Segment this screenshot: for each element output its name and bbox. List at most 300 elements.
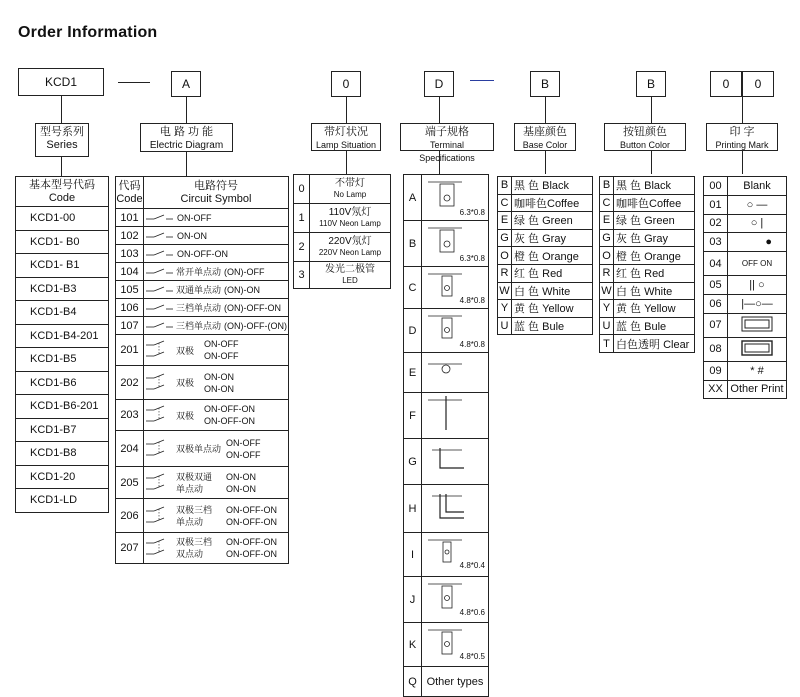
print-code: 08 <box>704 337 728 361</box>
terminal-code: E <box>404 353 422 393</box>
series-item: KCD1-B6 <box>16 371 109 395</box>
double-switch-symbol-icon <box>144 338 174 362</box>
button-color-row <box>614 212 695 230</box>
diagram-row <box>144 431 289 467</box>
terminal-dim: 4.8*0.8 <box>459 296 485 305</box>
diagram-code: 103 <box>116 245 144 263</box>
terminal-dim: 4.8*0.4 <box>459 561 485 570</box>
diagram-cn2: 双点动 <box>176 549 204 559</box>
diagram-code: 101 <box>116 209 144 227</box>
button-color-en: Clear <box>663 338 690 351</box>
code-box-print-1: 0 <box>710 71 742 97</box>
terminal-code: K <box>404 623 422 667</box>
button-color-row <box>614 194 695 212</box>
diagram-code: 203 <box>116 400 144 431</box>
diagram-row <box>144 366 289 400</box>
lamp-row <box>310 262 391 289</box>
lamp-row <box>310 204 391 233</box>
lamp-code: 2 <box>294 233 310 262</box>
double-switch-symbol-icon <box>144 471 174 495</box>
print-mark: * # <box>728 361 787 380</box>
series-col-header <box>16 177 109 207</box>
base-color-header-cn: 基座颜色 <box>523 126 567 138</box>
base-color-cn: 蓝 色 <box>514 321 540 334</box>
diagram-code: 205 <box>116 467 144 499</box>
terminal-code: I <box>404 533 422 577</box>
button-color-row <box>614 264 695 282</box>
double-switch-symbol-icon <box>144 403 174 427</box>
button-color-header-cn: 按钮颜色 <box>623 126 667 138</box>
base-color-row <box>512 317 593 335</box>
terminal-code: G <box>404 439 422 485</box>
button-color-cn: 白色透明 <box>616 338 660 351</box>
button-color-row <box>614 177 695 195</box>
base-color-code: U <box>498 317 512 335</box>
lamp-table <box>293 174 391 289</box>
terminal-row <box>422 623 489 667</box>
button-color-table <box>599 176 695 353</box>
diagram-row <box>144 227 289 245</box>
base-color-table <box>497 176 593 335</box>
diagram-code: 106 <box>116 299 144 317</box>
rectangle-mark-icon <box>741 340 773 356</box>
base-color-code: W <box>498 282 512 300</box>
button-color-cn: 黄 色 <box>616 303 642 316</box>
terminal-row <box>422 439 489 485</box>
connector-line <box>742 97 743 123</box>
lamp-code: 0 <box>294 175 310 204</box>
connector-line <box>186 97 187 123</box>
base-color-cn: 黑 色 <box>514 180 540 193</box>
button-color-header-en: Button Color <box>619 140 671 150</box>
button-color-row <box>614 317 695 335</box>
model-base-box: KCD1 <box>18 68 104 96</box>
print-code: 07 <box>704 313 728 337</box>
series-table <box>15 176 109 513</box>
base-color-cn: 黄 色 <box>514 303 540 316</box>
terminal-row <box>422 175 489 221</box>
button-color-code: T <box>600 335 614 353</box>
terminal-header <box>400 123 494 163</box>
base-color-header <box>514 123 576 151</box>
diagram-en: ON-ON <box>177 230 207 241</box>
connector-line <box>545 151 546 174</box>
terminal-code: A <box>404 175 422 221</box>
button-color-en: Yellow <box>644 303 676 316</box>
diagram-en: ON-OFF <box>226 437 261 448</box>
double-switch-symbol-icon <box>144 371 174 395</box>
series-header-en: Series <box>46 139 78 151</box>
base-color-row <box>512 212 593 230</box>
terminal-header-cn: 端子规格 <box>425 126 469 138</box>
lamp-row <box>310 233 391 262</box>
connector-dash <box>470 80 494 81</box>
terminal-table <box>403 174 489 697</box>
button-color-row <box>614 229 695 247</box>
terminal-header-en: Terminal Specifications <box>419 140 475 163</box>
print-code: 00 <box>704 177 728 196</box>
base-color-en: Bule <box>542 321 565 334</box>
button-color-code: G <box>600 229 614 247</box>
base-color-cn: 绿 色 <box>514 215 540 228</box>
switch-symbol-icon <box>144 249 174 259</box>
diagram-code: 102 <box>116 227 144 245</box>
base-color-en: Green <box>542 215 573 228</box>
terminal-dim: 6.3*0.8 <box>459 208 485 217</box>
base-color-code: C <box>498 194 512 212</box>
button-color-cn: 蓝 色 <box>616 321 642 334</box>
diagram-row <box>144 400 289 431</box>
button-color-code: O <box>600 247 614 265</box>
diagram-en: (ON)-OFF-(ON) <box>224 320 287 331</box>
series-item: KCD1-00 <box>16 207 109 231</box>
printing-table <box>703 176 787 399</box>
lamp-header-en: Lamp Situation <box>315 140 377 150</box>
connector-line <box>61 157 62 176</box>
lamp-code: 1 <box>294 204 310 233</box>
base-color-code: Y <box>498 300 512 318</box>
base-color-cn: 咖啡色 <box>514 197 547 210</box>
terminal-code: H <box>404 485 422 533</box>
lamp-header <box>311 123 381 151</box>
lamp-header-cn: 带灯状况 <box>324 126 368 138</box>
print-mark: || ○ <box>728 276 787 295</box>
lamp-cn: 不带灯 <box>335 178 365 189</box>
connector-line <box>651 151 652 174</box>
page-title: Order Information <box>18 24 158 41</box>
print-mark: ● <box>728 233 787 252</box>
button-color-code: R <box>600 264 614 282</box>
button-color-code: C <box>600 194 614 212</box>
diagram-cn: 双极 <box>176 378 195 388</box>
button-color-code: E <box>600 212 614 230</box>
button-color-en: Orange <box>644 250 681 263</box>
diagram-code: 207 <box>116 533 144 564</box>
button-color-row <box>614 282 695 300</box>
button-color-en: White <box>644 285 673 298</box>
diagram-cn: 双极 <box>176 345 195 356</box>
diagram-en2: ON-OFF-ON <box>226 549 277 559</box>
double-switch-symbol-icon <box>144 437 174 461</box>
button-color-cn: 灰 色 <box>616 233 642 246</box>
switch-symbol-icon <box>144 213 174 223</box>
base-color-row <box>512 300 593 318</box>
base-color-cn: 橙 色 <box>514 250 540 263</box>
diagram-code-en: Code <box>116 192 143 205</box>
diagram-row <box>144 499 289 533</box>
diagram-row <box>144 245 289 263</box>
button-color-cn: 橙 色 <box>616 250 642 263</box>
diagram-en2: ON-OFF-ON <box>204 416 255 426</box>
terminal-drawing-icon <box>422 486 482 528</box>
button-color-en: Gray <box>644 233 668 246</box>
connector-line <box>346 97 347 123</box>
double-switch-symbol-icon <box>144 504 174 528</box>
series-item: KCD1- B1 <box>16 254 109 278</box>
print-code: 03 <box>704 233 728 252</box>
diagram-cn2: 单点动 <box>176 516 204 527</box>
series-item: KCD1-LD <box>16 489 109 513</box>
terminal-code: D <box>404 309 422 353</box>
print-code: 02 <box>704 214 728 233</box>
terminal-code: B <box>404 221 422 267</box>
diagram-cn: 常开单点动 <box>176 267 222 277</box>
diagram-en: (ON)-OFF-ON <box>224 302 281 313</box>
series-item: KCD1-B4-201 <box>16 324 109 348</box>
button-color-cn: 黑 色 <box>616 180 642 193</box>
diagram-header <box>140 123 233 152</box>
diagram-en: ON-OFF-ON <box>226 504 277 515</box>
terminal-code: F <box>404 393 422 439</box>
button-color-en: Red <box>644 268 665 281</box>
base-color-cn: 灰 色 <box>514 233 540 246</box>
button-color-en: Green <box>644 215 675 228</box>
terminal-drawing-icon <box>422 356 482 386</box>
diagram-sym-en: Circuit Symbol <box>180 192 252 205</box>
base-color-en: Yellow <box>542 303 574 316</box>
base-color-code: O <box>498 247 512 265</box>
base-color-row <box>512 282 593 300</box>
double-switch-symbol-icon <box>144 536 174 560</box>
diagram-cn2: 单点动 <box>176 483 204 494</box>
lamp-en: 220V Neon Lamp <box>318 248 382 257</box>
base-color-row <box>512 229 593 247</box>
lamp-code: 3 <box>294 262 310 289</box>
terminal-code: C <box>404 267 422 309</box>
connector-dash <box>118 82 150 83</box>
diagram-en: ON-ON <box>226 471 256 482</box>
lamp-row <box>310 175 391 204</box>
diagram-row <box>144 317 289 335</box>
terminal-drawing-icon <box>422 440 482 480</box>
diagram-en: (ON)-OFF <box>224 266 265 277</box>
base-color-code: B <box>498 177 512 195</box>
terminal-row <box>422 353 489 393</box>
base-color-en: White <box>542 285 571 298</box>
connector-line <box>651 97 652 123</box>
terminal-other: Other types <box>422 667 489 697</box>
button-color-cn: 绿 色 <box>616 215 642 228</box>
diagram-code: 104 <box>116 263 144 281</box>
series-item: KCD1-B5 <box>16 348 109 372</box>
diagram-code: 105 <box>116 281 144 299</box>
diagram-code: 201 <box>116 335 144 366</box>
diagram-cn: 双极三档 <box>176 537 213 547</box>
button-color-row <box>614 247 695 265</box>
terminal-drawing-icon <box>422 394 482 434</box>
code-box-terminal: D <box>424 71 454 97</box>
switch-symbol-icon <box>144 231 174 241</box>
terminal-row <box>422 393 489 439</box>
terminal-dim: 6.3*0.8 <box>459 254 485 263</box>
series-header-cn: 型号系列 <box>40 126 84 138</box>
series-item: KCD1-B7 <box>16 418 109 442</box>
diagram-cn: 双极 <box>176 410 195 421</box>
diagram-cn: 双极单点动 <box>176 444 222 454</box>
print-code: 04 <box>704 252 728 276</box>
lamp-cn: 110V氖灯 <box>328 207 372 218</box>
connector-line <box>61 96 62 124</box>
base-color-en: Orange <box>542 250 579 263</box>
connector-line <box>439 97 440 123</box>
diagram-en: (ON)-ON <box>224 284 261 295</box>
lamp-en: No Lamp <box>333 190 367 199</box>
terminal-row <box>422 309 489 353</box>
base-color-en: Gray <box>542 233 566 246</box>
switch-symbol-icon <box>144 303 174 313</box>
diagram-en: ON-ON <box>204 371 234 382</box>
series-col-en: Code <box>48 191 76 204</box>
lamp-en: 110V Neon Lamp <box>319 219 381 228</box>
print-mark: ○ — <box>728 195 787 214</box>
diagram-row <box>144 209 289 227</box>
series-item: KCD1-B3 <box>16 277 109 301</box>
switch-symbol-icon <box>144 267 174 277</box>
diagram-en2: ON-OFF-ON <box>226 516 277 527</box>
diagram-code-col <box>116 177 144 209</box>
base-color-row <box>512 264 593 282</box>
button-color-row <box>614 335 695 353</box>
printing-header-en: Printing Mark <box>715 140 769 150</box>
code-box-button-color: B <box>636 71 666 97</box>
terminal-dim: 4.8*0.8 <box>459 340 485 349</box>
base-color-code: R <box>498 264 512 282</box>
print-code: 01 <box>704 195 728 214</box>
diagram-row <box>144 299 289 317</box>
lamp-en: LED <box>342 276 358 285</box>
diagram-code-cn: 代码 <box>118 179 141 192</box>
code-box-lamp: 0 <box>331 71 361 97</box>
series-item: KCD1-B6-201 <box>16 395 109 419</box>
diagram-header-cn: 电 路 功 能 <box>159 126 214 138</box>
series-item: KCD1-B8 <box>16 442 109 466</box>
print-mark: Blank <box>728 177 787 196</box>
diagram-en2: ON-ON <box>204 383 234 394</box>
terminal-code: Q <box>404 667 422 697</box>
diagram-en2: ON-ON <box>226 483 256 494</box>
print-mark: Other Print <box>728 380 787 399</box>
series-header <box>35 123 89 157</box>
diagram-en: ON-OFF-ON <box>177 248 228 259</box>
connector-line <box>545 97 546 123</box>
diagram-en: ON-OFF-ON <box>226 537 277 547</box>
diagram-code: 202 <box>116 366 144 400</box>
lamp-cn: 发光二极管 <box>325 264 375 275</box>
rectangle-mark-icon <box>741 316 773 332</box>
diagram-en: ON-OFF <box>177 212 212 223</box>
terminal-dim: 4.8*0.5 <box>459 652 485 661</box>
base-color-en: Black <box>542 180 570 193</box>
terminal-row <box>422 267 489 309</box>
lamp-cn: 220V氖灯 <box>328 236 372 247</box>
print-code: 06 <box>704 294 728 313</box>
button-color-row <box>614 300 695 318</box>
series-item: KCD1-B4 <box>16 301 109 325</box>
diagram-row <box>144 263 289 281</box>
button-color-en: Black <box>644 180 672 193</box>
diagram-sym-cn: 电路符号 <box>194 179 238 192</box>
diagram-code: 107 <box>116 317 144 335</box>
print-code: XX <box>704 380 728 399</box>
connector-line <box>439 151 440 174</box>
button-color-en: Bule <box>644 321 667 334</box>
base-color-row <box>512 247 593 265</box>
base-color-cn: 红 色 <box>514 268 540 281</box>
diagram-table <box>115 176 289 564</box>
switch-symbol-icon <box>144 285 174 295</box>
button-color-code: B <box>600 177 614 195</box>
base-color-en: Coffee <box>547 197 580 210</box>
terminal-row <box>422 533 489 577</box>
base-color-cn: 白 色 <box>514 285 540 298</box>
print-mark: ○ | <box>728 214 787 233</box>
code-box-base-color: B <box>530 71 560 97</box>
terminal-row <box>422 485 489 533</box>
diagram-row <box>144 467 289 499</box>
button-color-en: Coffee <box>649 197 682 210</box>
terminal-row <box>422 221 489 267</box>
base-color-en: Red <box>542 268 563 281</box>
print-code: 09 <box>704 361 728 380</box>
diagram-code: 204 <box>116 431 144 467</box>
diagram-en: ON-OFF <box>204 339 239 349</box>
base-color-code: E <box>498 212 512 230</box>
button-color-cn: 红 色 <box>616 268 642 281</box>
diagram-header-en: Electric Diagram <box>149 140 224 151</box>
terminal-row <box>422 577 489 623</box>
connector-line <box>742 151 743 174</box>
print-code: 05 <box>704 276 728 295</box>
code-box-print-2: 0 <box>742 71 774 97</box>
button-color-code: Y <box>600 300 614 318</box>
diagram-code: 206 <box>116 499 144 533</box>
diagram-row <box>144 335 289 366</box>
diagram-cn: 双极双通 <box>176 471 213 482</box>
connector-line <box>346 151 347 174</box>
diagram-en2: ON-OFF <box>204 351 239 361</box>
button-color-cn: 白 色 <box>616 285 642 298</box>
series-item: KCD1- B0 <box>16 230 109 254</box>
terminal-code: J <box>404 577 422 623</box>
terminal-dim: 4.8*0.6 <box>459 608 485 617</box>
print-mark: |—○— <box>728 294 787 313</box>
base-color-header-en: Base Color <box>522 140 568 150</box>
printing-header-cn: 印 字 <box>729 126 755 138</box>
base-color-row <box>512 177 593 195</box>
diagram-cn: 三档单点动 <box>176 321 222 331</box>
button-color-header <box>604 123 686 151</box>
diagram-row <box>144 533 289 564</box>
diagram-cn: 三档单点动 <box>176 303 222 313</box>
diagram-cn: 双通单点动 <box>176 285 222 295</box>
diagram-row <box>144 281 289 299</box>
series-col-cn: 基本型号代码 <box>29 178 95 191</box>
button-color-code: U <box>600 317 614 335</box>
printing-header <box>706 123 778 151</box>
diagram-cn: 双极三档 <box>176 504 213 515</box>
series-item: KCD1-20 <box>16 465 109 489</box>
button-color-code: W <box>600 282 614 300</box>
diagram-en: ON-OFF-ON <box>204 404 255 414</box>
diagram-sym-col <box>144 177 289 209</box>
base-color-code: G <box>498 229 512 247</box>
connector-line <box>186 152 187 176</box>
print-mark-rect <box>728 337 787 361</box>
button-color-cn: 咖啡色 <box>616 197 649 210</box>
code-box-diagram: A <box>171 71 201 97</box>
print-mark-rect <box>728 313 787 337</box>
switch-symbol-icon <box>144 321 174 331</box>
